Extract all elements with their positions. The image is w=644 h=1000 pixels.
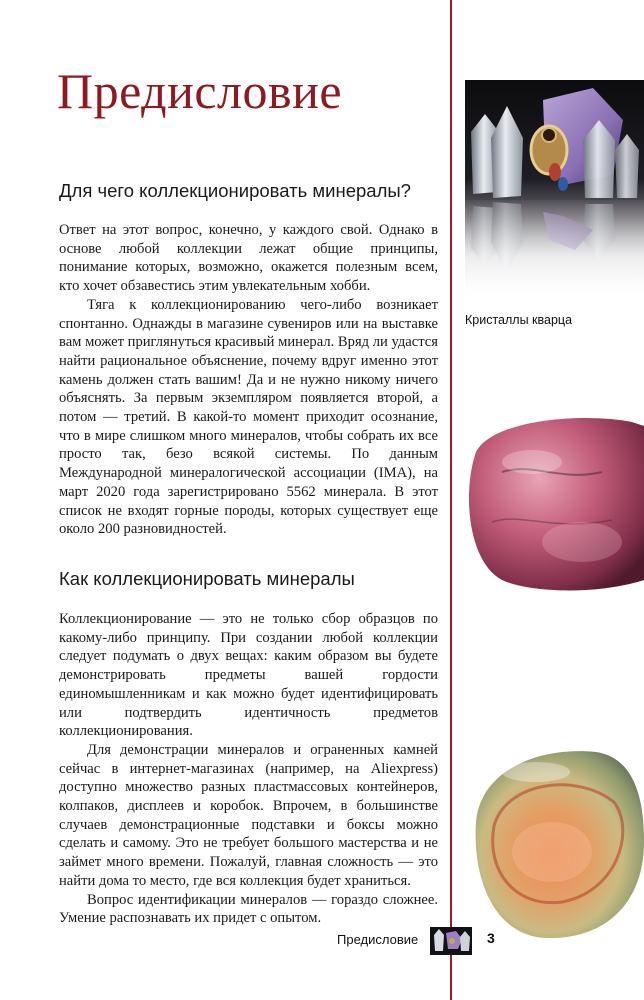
paragraph: Коллекционирование — это не только сбор образцов по какому-либо принципу. При создании любой коллекции следует подумать о двух вещах: каким образом вы будете демонстрировать предметы вашей гордости единомышленникам и как можно будет идентифицировать или подтвердить идентичность предметов коллекционирования. [59,611,438,740]
paragraph: Ответ на этот вопрос, конечно, у каждого свой. Однако в основе любой коллекции лежат общие принципы, понимание которых, возможно, окажется полезным всем, кто хочет обзавестись этим увлекательным хобби. [59,222,438,295]
rhodonite-stone-photo [462,412,644,592]
jasper-stone-photo [466,742,644,942]
section-heading-why-collect: Для чего коллекционировать минералы? [59,180,411,201]
page-number: 3 [487,930,495,946]
running-footer-label: Предисловие [337,932,419,947]
footer-thumbnail-image [430,927,472,955]
section-body-why-collect [59,221,438,539]
quartz-photo-caption: Кристаллы кварца [465,313,573,327]
paragraph: Вопрос идентификации минералов — гораздо сложнее. Умение распознавать их придет с опытом. [59,891,438,927]
paragraph: Для демонстрации минералов и ограненных камней сейчас в интернет-магазинах (например, на Aliexpress) доступно множество разных пластмассовых контейнеров, колпаков, дисплеев и коробок. Впрочем, в большинстве случаев демонстрационные подставки и боксы можно сделать и самому. Это не требует большого мастерства и не займет много времени. Пожалуй, главная сложность — это найти дома то место, где вся коллекция будет храниться. [59,741,438,889]
quartz-crystals-photo [465,80,644,300]
page-title: Предисловие [57,63,343,119]
margin-divider-line [450,0,452,1000]
section-heading-how-collect: Как коллекционировать минералы [59,568,355,589]
section-body-how-collect [59,610,438,928]
paragraph: Тяга к коллекционированию чего-либо возникает спонтанно. Однажды в магазине сувениров или на выставке вам может приглянуться красивый минерал. Вряд ли удастся найти рациональное объяснение, почему вдруг именно этот камень должен стать вашим! Да и не нужно никому ничего объяснять. За первым экземпляром появляется второй, а потом — третий. В какой-то момент приходит осознание, что в мире слишком много минералов, чтобы собрать их все просто так, безо всякой системы. По данным Международной минералогической ассоциации (IMA), на март 2020 года зарегистрировано 5562 минерала. В этот список не входят горные породы, которых существует еще около 200 разновидностей. [59,296,438,538]
